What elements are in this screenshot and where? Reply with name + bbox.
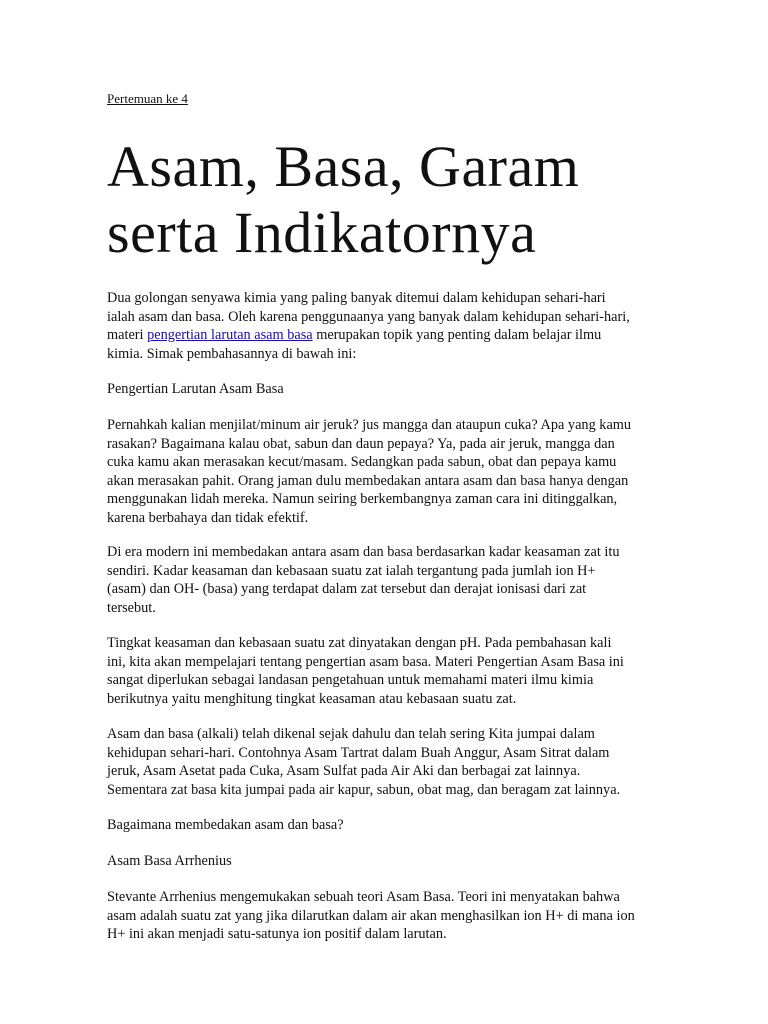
paragraph-5-line: asam adalah suatu zat yang jika dilarutkan dalam air akan menghasilkan ion H+ di mana ion (107, 907, 635, 924)
paragraph-4 (107, 725, 707, 799)
paragraph-2-line: (asam) dan OH- (basa) yang terdapat dalam zat tersebut dan derajat ionisasi dari zat (107, 581, 587, 598)
meeting-label: Pertemuan ke 4 (107, 91, 188, 106)
title-line-2: serta Indikatornya (107, 200, 537, 265)
paragraph-3-line: sangat diperlukan sebagai landasan pengetahuan untuk memahami materi ilmu kimia (107, 672, 594, 689)
subheading-arrhenius-text: Asam Basa Arrhenius (107, 853, 232, 869)
paragraph-4-line: Asam dan basa (alkali) telah dikenal sejak dahulu dan telah sering Kita jumpai dalam (107, 726, 595, 742)
paragraph-1-line: rasakan? Bagaimana kalau obat, sabun dan daun pepaya? Ya, pada air jeruk, mangga dan (107, 435, 615, 452)
paragraph-1-line: karena berbahaya dan tidak efektif. (107, 509, 309, 526)
paragraph-5-line: H+ ini akan menjadi satu-satunya ion positif dalam larutan. (107, 926, 447, 943)
section-heading-pengertian (107, 380, 707, 399)
paragraph-2-line: sendiri. Kadar keasaman dan kebasaan suatu zat ialah tergantung pada jumlah ion H+ (107, 562, 596, 579)
paragraph-1-line: cuka kamu akan merasakan kecut/masam. Sedangkan pada sabun, obat dan pepaya kamu (107, 454, 617, 471)
intro-line-2: ialah asam dan basa. Oleh karena penggunaanya yang banyak dalam kehidupan sehari-hari, (107, 308, 630, 325)
paragraph-2 (107, 543, 707, 617)
intro-line-3-after: merupakan topik yang penting dalam belajar ilmu (312, 327, 602, 344)
paragraph-1-line: akan merasakan pahit. Orang jaman dulu membedakan antara asam dan basa hanya dengan (107, 472, 629, 489)
intro-line-3 (107, 326, 707, 345)
section-heading-membedakan (107, 816, 707, 835)
paragraph-1 (107, 416, 707, 528)
section-heading-pengertian-text: Pengertian Larutan Asam Basa (107, 381, 284, 397)
paragraph-4-line: jeruk, Asam Asetat pada Cuka, Asam Sulfat pada Air Aki dan berbagai zat lainnya. (107, 763, 581, 780)
paragraph-4-line: Sementara zat basa kita jumpai pada air kapur, sabun, obat mag, dan beragam zat lainnya. (107, 781, 621, 798)
subheading-arrhenius (107, 852, 707, 871)
intro-line-4: kimia. Simak pembahasannya di bawah ini: (107, 345, 357, 362)
paragraph-2-line: Di era modern ini membedakan antara asam dan basa berdasarkan kadar keasaman zat itu (107, 544, 620, 560)
paragraph-5 (107, 888, 707, 944)
link-pengertian-larutan-asam-basa[interactable]: pengertian larutan asam basa (147, 327, 313, 344)
paragraph-3 (107, 634, 707, 708)
paragraph-1-line: Pernahkah kalian menjilat/minum air jeruk? jus mangga dan ataupun cuka? Apa yang kamu (107, 417, 632, 433)
paragraph-2-line: tersebut. (107, 599, 156, 616)
paragraph-3-line: Tingkat keasaman dan kebasaan suatu zat dinyatakan dengan pH. Pada pembahasan kali (107, 635, 612, 651)
intro-line-1: Dua golongan senyawa kimia yang paling banyak ditemui dalam kehidupan sehari-hari (107, 290, 606, 306)
section-heading-membedakan-text: Bagaimana membedakan asam dan basa? (107, 817, 344, 833)
paragraph-3-line: ini, kita akan mempelajari tentang pengertian asam basa. Materi Pengertian Asam Basa ini (107, 653, 624, 670)
page-title (107, 134, 579, 266)
paragraph-5-line: Stevante Arrhenius mengemukakan sebuah teori Asam Basa. Teori ini menyatakan bahwa (107, 889, 620, 905)
paragraph-3-line: berikutnya yaitu menghitung tingkat keasaman atau kebasaan suatu zat. (107, 690, 517, 707)
intro-line-3-before: materi (107, 327, 148, 344)
paragraph-1-line: menggunakan lidah mereka. Namun seiring berkembangnya zaman cara ini ditinggalkan, (107, 491, 618, 508)
intro-paragraph (107, 289, 707, 363)
paragraph-4-line: kehidupan sehari-hari. Contohnya Asam Tartrat dalam Buah Anggur, Asam Sitrat dalam (107, 744, 610, 761)
title-line-1: Asam, Basa, Garam (107, 134, 580, 199)
